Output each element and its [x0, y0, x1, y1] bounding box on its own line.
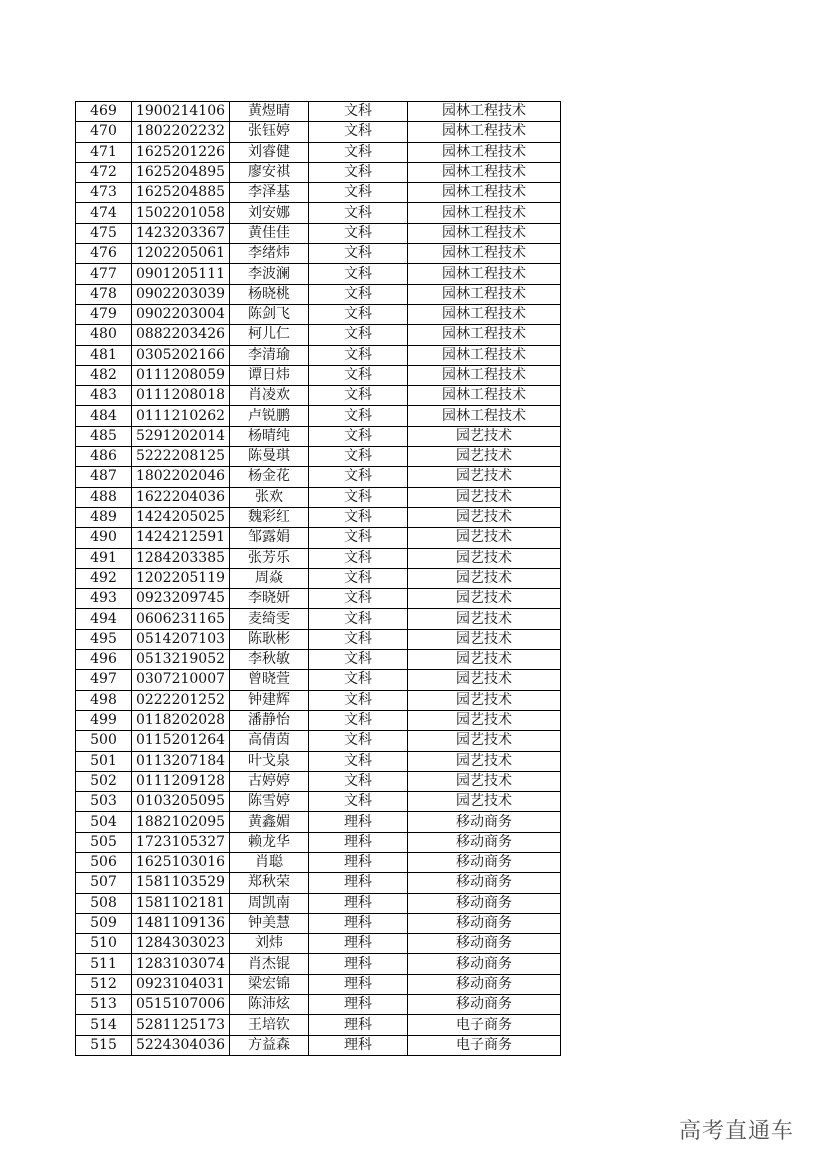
table-row [76, 244, 561, 264]
table-row [76, 345, 561, 365]
major-cell: 园艺技术 [408, 751, 561, 771]
student-name-cell: 赖龙华 [230, 832, 309, 852]
major-cell: 园林工程技术 [408, 203, 561, 223]
major-cell: 园林工程技术 [408, 183, 561, 203]
row-number-cell: 482 [76, 365, 132, 385]
student-name-cell: 张钰婷 [230, 122, 309, 142]
subject-category-cell: 文科 [309, 244, 408, 264]
major-cell: 园林工程技术 [408, 284, 561, 304]
table-row [76, 507, 561, 527]
major-cell: 园林工程技术 [408, 122, 561, 142]
student-name-cell: 李绪炜 [230, 244, 309, 264]
subject-category-cell: 理科 [309, 1015, 408, 1035]
student-name-cell: 刘炜 [230, 934, 309, 954]
subject-category-cell: 理科 [309, 1035, 408, 1055]
subject-category-cell: 文科 [309, 203, 408, 223]
major-cell: 移动商务 [408, 913, 561, 933]
table-row [76, 650, 561, 670]
table-row [76, 832, 561, 852]
row-number-cell: 481 [76, 345, 132, 365]
student-name-cell: 郑秋荣 [230, 873, 309, 893]
exam-id-cell: 0111209128 [132, 771, 230, 791]
major-cell: 园林工程技术 [408, 102, 561, 122]
row-number-cell: 510 [76, 934, 132, 954]
row-number-cell: 504 [76, 812, 132, 832]
exam-id-cell: 0118202028 [132, 710, 230, 730]
student-name-cell: 陈沛炫 [230, 995, 309, 1015]
table-row [76, 467, 561, 487]
student-name-cell: 李清瑜 [230, 345, 309, 365]
subject-category-cell: 理科 [309, 974, 408, 994]
student-name-cell: 刘睿健 [230, 142, 309, 162]
exam-id-cell: 0305202166 [132, 345, 230, 365]
table-row [76, 284, 561, 304]
subject-category-cell: 文科 [309, 284, 408, 304]
major-cell: 园艺技术 [408, 792, 561, 812]
table-row [76, 162, 561, 182]
subject-category-cell: 文科 [309, 589, 408, 609]
subject-category-cell: 理科 [309, 832, 408, 852]
subject-category-cell: 文科 [309, 447, 408, 467]
table-row [76, 731, 561, 751]
subject-category-cell: 文科 [309, 406, 408, 426]
subject-category-cell: 理科 [309, 812, 408, 832]
table-row [76, 629, 561, 649]
table-row [76, 548, 561, 568]
exam-id-cell: 0115201264 [132, 731, 230, 751]
major-cell: 园林工程技术 [408, 304, 561, 324]
row-number-cell: 512 [76, 974, 132, 994]
row-number-cell: 478 [76, 284, 132, 304]
student-name-cell: 杨晴纯 [230, 426, 309, 446]
row-number-cell: 487 [76, 467, 132, 487]
table-row [76, 304, 561, 324]
row-number-cell: 506 [76, 852, 132, 872]
subject-category-cell: 文科 [309, 304, 408, 324]
subject-category-cell: 文科 [309, 142, 408, 162]
exam-id-cell: 0902203039 [132, 284, 230, 304]
subject-category-cell: 文科 [309, 487, 408, 507]
student-name-cell: 高倩茵 [230, 731, 309, 751]
row-number-cell: 489 [76, 507, 132, 527]
exam-id-cell: 0901205111 [132, 264, 230, 284]
major-cell: 园林工程技术 [408, 142, 561, 162]
student-name-cell: 钟建辉 [230, 690, 309, 710]
exam-id-cell: 5222208125 [132, 447, 230, 467]
major-cell: 园艺技术 [408, 426, 561, 446]
row-number-cell: 486 [76, 447, 132, 467]
row-number-cell: 476 [76, 244, 132, 264]
table-row [76, 873, 561, 893]
subject-category-cell: 理科 [309, 934, 408, 954]
table-row [76, 913, 561, 933]
subject-category-cell: 文科 [309, 365, 408, 385]
row-number-cell: 485 [76, 426, 132, 446]
row-number-cell: 472 [76, 162, 132, 182]
major-cell: 园林工程技术 [408, 162, 561, 182]
row-number-cell: 479 [76, 304, 132, 324]
exam-id-cell: 1202205061 [132, 244, 230, 264]
student-name-cell: 魏彩红 [230, 507, 309, 527]
row-number-cell: 471 [76, 142, 132, 162]
table-row [76, 934, 561, 954]
row-number-cell: 502 [76, 771, 132, 791]
exam-id-cell: 0882203426 [132, 325, 230, 345]
row-number-cell: 500 [76, 731, 132, 751]
row-number-cell: 511 [76, 954, 132, 974]
major-cell: 园林工程技术 [408, 325, 561, 345]
table-row [76, 954, 561, 974]
table-row [76, 609, 561, 629]
row-number-cell: 513 [76, 995, 132, 1015]
row-number-cell: 497 [76, 670, 132, 690]
exam-id-cell: 1481109136 [132, 913, 230, 933]
exam-id-cell: 1581103529 [132, 873, 230, 893]
student-name-cell: 周凯南 [230, 893, 309, 913]
row-number-cell: 503 [76, 792, 132, 812]
table-row [76, 386, 561, 406]
major-cell: 园林工程技术 [408, 223, 561, 243]
table-row [76, 528, 561, 548]
subject-category-cell: 文科 [309, 650, 408, 670]
table-row [76, 710, 561, 730]
student-name-cell: 张芳乐 [230, 548, 309, 568]
exam-id-cell: 1802202046 [132, 467, 230, 487]
table-row [76, 487, 561, 507]
major-cell: 园艺技术 [408, 690, 561, 710]
table-row [76, 223, 561, 243]
subject-category-cell: 文科 [309, 710, 408, 730]
student-name-cell: 刘安娜 [230, 203, 309, 223]
subject-category-cell: 文科 [309, 264, 408, 284]
row-number-cell: 475 [76, 223, 132, 243]
student-name-cell: 周焱 [230, 568, 309, 588]
major-cell: 园艺技术 [408, 548, 561, 568]
table-row [76, 264, 561, 284]
student-name-cell: 古婷婷 [230, 771, 309, 791]
subject-category-cell: 文科 [309, 731, 408, 751]
student-name-cell: 陈雪婷 [230, 792, 309, 812]
subject-category-cell: 文科 [309, 426, 408, 446]
table-row [76, 771, 561, 791]
student-name-cell: 梁宏锦 [230, 974, 309, 994]
row-number-cell: 470 [76, 122, 132, 142]
major-cell: 移动商务 [408, 995, 561, 1015]
student-name-cell: 方益森 [230, 1035, 309, 1055]
major-cell: 移动商务 [408, 954, 561, 974]
table-row [76, 995, 561, 1015]
subject-category-cell: 理科 [309, 893, 408, 913]
student-name-cell: 杨金花 [230, 467, 309, 487]
exam-id-cell: 1625204895 [132, 162, 230, 182]
row-number-cell: 480 [76, 325, 132, 345]
row-number-cell: 474 [76, 203, 132, 223]
exam-id-cell: 0307210007 [132, 670, 230, 690]
table-row [76, 751, 561, 771]
subject-category-cell: 文科 [309, 548, 408, 568]
row-number-cell: 473 [76, 183, 132, 203]
exam-id-cell: 0111208059 [132, 365, 230, 385]
student-name-cell: 柯儿仁 [230, 325, 309, 345]
exam-id-cell: 1202205119 [132, 568, 230, 588]
row-number-cell: 505 [76, 832, 132, 852]
student-name-cell: 杨晓桃 [230, 284, 309, 304]
row-number-cell: 494 [76, 609, 132, 629]
subject-category-cell: 文科 [309, 183, 408, 203]
row-number-cell: 493 [76, 589, 132, 609]
table-row [76, 670, 561, 690]
major-cell: 园林工程技术 [408, 264, 561, 284]
table-row [76, 203, 561, 223]
major-cell: 园艺技术 [408, 670, 561, 690]
row-number-cell: 514 [76, 1015, 132, 1035]
student-name-cell: 黄鑫媚 [230, 812, 309, 832]
row-number-cell: 492 [76, 568, 132, 588]
subject-category-cell: 文科 [309, 162, 408, 182]
exam-id-cell: 0902203004 [132, 304, 230, 324]
row-number-cell: 509 [76, 913, 132, 933]
exam-id-cell: 0222201252 [132, 690, 230, 710]
exam-id-cell: 1284303023 [132, 934, 230, 954]
student-name-cell: 曾晓萱 [230, 670, 309, 690]
major-cell: 电子商务 [408, 1015, 561, 1035]
student-name-cell: 叶戈泉 [230, 751, 309, 771]
student-name-cell: 李泽基 [230, 183, 309, 203]
student-name-cell: 钟美慧 [230, 913, 309, 933]
exam-id-cell: 0923104031 [132, 974, 230, 994]
subject-category-cell: 理科 [309, 913, 408, 933]
major-cell: 移动商务 [408, 893, 561, 913]
exam-id-cell: 1900214106 [132, 102, 230, 122]
subject-category-cell: 文科 [309, 467, 408, 487]
subject-category-cell: 文科 [309, 690, 408, 710]
major-cell: 园艺技术 [408, 487, 561, 507]
subject-category-cell: 理科 [309, 954, 408, 974]
row-number-cell: 496 [76, 650, 132, 670]
exam-id-cell: 0113207184 [132, 751, 230, 771]
row-number-cell: 499 [76, 710, 132, 730]
row-number-cell: 495 [76, 629, 132, 649]
student-name-cell: 李秋敏 [230, 650, 309, 670]
major-cell: 园林工程技术 [408, 244, 561, 264]
major-cell: 移动商务 [408, 974, 561, 994]
major-cell: 园艺技术 [408, 589, 561, 609]
student-name-cell: 李晓妍 [230, 589, 309, 609]
table-row [76, 568, 561, 588]
subject-category-cell: 文科 [309, 568, 408, 588]
major-cell: 移动商务 [408, 852, 561, 872]
subject-category-cell: 文科 [309, 670, 408, 690]
major-cell: 园林工程技术 [408, 345, 561, 365]
exam-id-cell: 1625201226 [132, 142, 230, 162]
exam-id-cell: 1625103016 [132, 852, 230, 872]
row-number-cell: 491 [76, 548, 132, 568]
major-cell: 园艺技术 [408, 528, 561, 548]
major-cell: 园艺技术 [408, 731, 561, 751]
major-cell: 园艺技术 [408, 507, 561, 527]
table-row [76, 183, 561, 203]
major-cell: 园艺技术 [408, 710, 561, 730]
subject-category-cell: 文科 [309, 386, 408, 406]
exam-id-cell: 1502201058 [132, 203, 230, 223]
major-cell: 园艺技术 [408, 467, 561, 487]
subject-category-cell: 文科 [309, 609, 408, 629]
student-name-cell: 李波澜 [230, 264, 309, 284]
major-cell: 园艺技术 [408, 771, 561, 791]
major-cell: 移动商务 [408, 873, 561, 893]
student-name-cell: 谭日炜 [230, 365, 309, 385]
row-number-cell: 507 [76, 873, 132, 893]
exam-id-cell: 0514207103 [132, 629, 230, 649]
major-cell: 园艺技术 [408, 650, 561, 670]
exam-id-cell: 5224304036 [132, 1035, 230, 1055]
row-number-cell: 498 [76, 690, 132, 710]
major-cell: 园艺技术 [408, 447, 561, 467]
subject-category-cell: 理科 [309, 852, 408, 872]
major-cell: 园艺技术 [408, 629, 561, 649]
student-name-cell: 廖安祺 [230, 162, 309, 182]
exam-id-cell: 5281125173 [132, 1015, 230, 1035]
exam-id-cell: 1622204036 [132, 487, 230, 507]
major-cell: 园林工程技术 [408, 386, 561, 406]
row-number-cell: 483 [76, 386, 132, 406]
student-name-cell: 卢锐鹏 [230, 406, 309, 426]
row-number-cell: 501 [76, 751, 132, 771]
student-name-cell: 王培钦 [230, 1015, 309, 1035]
table-row [76, 1035, 561, 1055]
exam-id-cell: 0923209745 [132, 589, 230, 609]
exam-id-cell: 1424205025 [132, 507, 230, 527]
major-cell: 移动商务 [408, 832, 561, 852]
exam-id-cell: 0111210262 [132, 406, 230, 426]
major-cell: 园林工程技术 [408, 365, 561, 385]
table-row [76, 812, 561, 832]
table-row [76, 589, 561, 609]
student-name-cell: 黄佳佳 [230, 223, 309, 243]
exam-id-cell: 1423203367 [132, 223, 230, 243]
table-row [76, 1015, 561, 1035]
table-row [76, 122, 561, 142]
table-row [76, 102, 561, 122]
exam-id-cell: 1283103074 [132, 954, 230, 974]
row-number-cell: 469 [76, 102, 132, 122]
subject-category-cell: 文科 [309, 629, 408, 649]
table-row [76, 142, 561, 162]
student-name-cell: 肖杰锟 [230, 954, 309, 974]
student-name-cell: 潘静怡 [230, 710, 309, 730]
student-name-cell: 陈耿彬 [230, 629, 309, 649]
subject-category-cell: 文科 [309, 122, 408, 142]
subject-category-cell: 文科 [309, 325, 408, 345]
table-row [76, 447, 561, 467]
table-row [76, 852, 561, 872]
exam-id-cell: 0606231165 [132, 609, 230, 629]
row-number-cell: 477 [76, 264, 132, 284]
student-name-cell: 陈曼琪 [230, 447, 309, 467]
row-number-cell: 490 [76, 528, 132, 548]
subject-category-cell: 文科 [309, 792, 408, 812]
table-row [76, 426, 561, 446]
major-cell: 园艺技术 [408, 609, 561, 629]
exam-id-cell: 1581102181 [132, 893, 230, 913]
admission-table [75, 101, 561, 1056]
major-cell: 电子商务 [408, 1035, 561, 1055]
table-row [76, 365, 561, 385]
exam-id-cell: 1882102095 [132, 812, 230, 832]
student-name-cell: 肖聪 [230, 852, 309, 872]
subject-category-cell: 文科 [309, 223, 408, 243]
subject-category-cell: 文科 [309, 528, 408, 548]
exam-id-cell: 0513219052 [132, 650, 230, 670]
subject-category-cell: 理科 [309, 995, 408, 1015]
exam-id-cell: 0111208018 [132, 386, 230, 406]
subject-category-cell: 文科 [309, 507, 408, 527]
major-cell: 园林工程技术 [408, 406, 561, 426]
student-name-cell: 张欢 [230, 487, 309, 507]
subject-category-cell: 文科 [309, 771, 408, 791]
table-row [76, 792, 561, 812]
exam-id-cell: 1625204885 [132, 183, 230, 203]
student-name-cell: 陈剑飞 [230, 304, 309, 324]
exam-id-cell: 5291202014 [132, 426, 230, 446]
table-row [76, 974, 561, 994]
exam-id-cell: 1424212591 [132, 528, 230, 548]
row-number-cell: 488 [76, 487, 132, 507]
exam-id-cell: 1802202232 [132, 122, 230, 142]
exam-id-cell: 1284203385 [132, 548, 230, 568]
table-row [76, 690, 561, 710]
student-name-cell: 肖凌欢 [230, 386, 309, 406]
table-row [76, 406, 561, 426]
exam-id-cell: 0103205095 [132, 792, 230, 812]
table-row [76, 893, 561, 913]
major-cell: 移动商务 [408, 812, 561, 832]
exam-id-cell: 1723105327 [132, 832, 230, 852]
exam-id-cell: 0515107006 [132, 995, 230, 1015]
subject-category-cell: 文科 [309, 102, 408, 122]
student-name-cell: 邹露娟 [230, 528, 309, 548]
subject-category-cell: 文科 [309, 751, 408, 771]
row-number-cell: 515 [76, 1035, 132, 1055]
subject-category-cell: 理科 [309, 873, 408, 893]
major-cell: 移动商务 [408, 934, 561, 954]
row-number-cell: 484 [76, 406, 132, 426]
student-name-cell: 黄煜晴 [230, 102, 309, 122]
major-cell: 园艺技术 [408, 568, 561, 588]
subject-category-cell: 文科 [309, 345, 408, 365]
student-name-cell: 麦绮雯 [230, 609, 309, 629]
row-number-cell: 508 [76, 893, 132, 913]
watermark: 高考直通车 [679, 1119, 795, 1144]
table-row [76, 325, 561, 345]
